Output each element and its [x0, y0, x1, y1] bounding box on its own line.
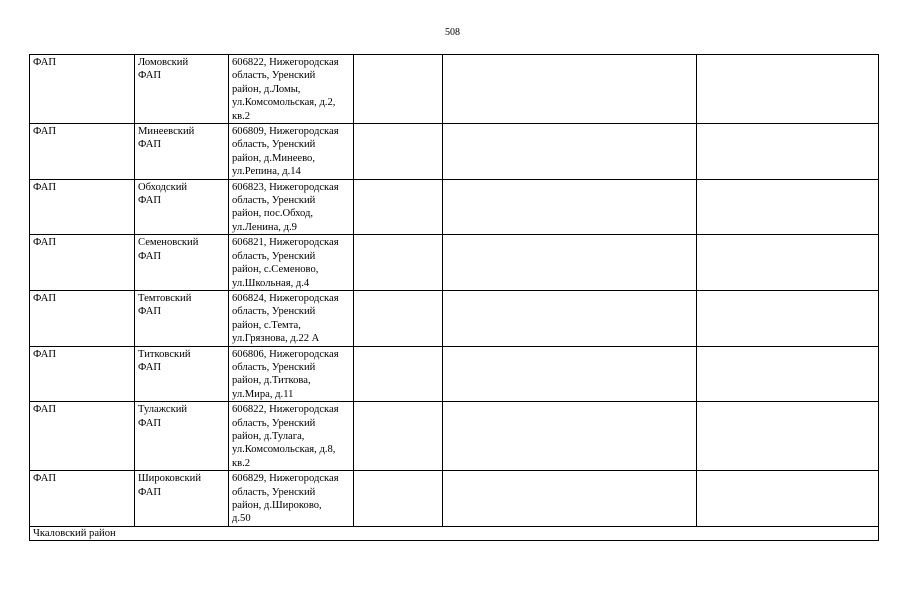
table-row [30, 55, 879, 124]
table-row [30, 402, 879, 471]
empty-cell [697, 346, 879, 402]
facility-address-cell: 606809, Нижегородская область, Уренский район, д.Минеево, ул.Репина, д.14 [229, 124, 354, 180]
empty-cell [697, 179, 879, 235]
facility-address-cell: 606822, Нижегородская область, Уренский район, д.Тулага, ул.Комсомольская, д.8, кв.2 [229, 402, 354, 471]
facility-type-cell: ФАП [30, 235, 135, 291]
empty-cell [354, 235, 443, 291]
empty-cell [443, 235, 697, 291]
facility-type-cell: ФАП [30, 55, 135, 124]
empty-cell [354, 124, 443, 180]
empty-cell [354, 346, 443, 402]
table-row [30, 124, 879, 180]
facility-name-cell: Ломовский ФАП [135, 55, 229, 124]
facility-name-cell: Обходский ФАП [135, 179, 229, 235]
section-row [30, 526, 879, 540]
facility-type-cell: ФАП [30, 346, 135, 402]
facility-address-cell: 606806, Нижегородская область, Уренский район, д.Титкова, ул.Мира, д.11 [229, 346, 354, 402]
empty-cell [443, 55, 697, 124]
facility-name-cell: Семеновский ФАП [135, 235, 229, 291]
table-row [30, 290, 879, 346]
facility-name-cell: Тулажский ФАП [135, 402, 229, 471]
empty-cell [354, 471, 443, 527]
empty-cell [443, 346, 697, 402]
empty-cell [697, 55, 879, 124]
table-row [30, 235, 879, 291]
facility-type-cell: ФАП [30, 290, 135, 346]
empty-cell [697, 235, 879, 291]
empty-cell [354, 179, 443, 235]
facility-name-cell: Минеевский ФАП [135, 124, 229, 180]
section-heading-cell [30, 526, 879, 540]
empty-cell [443, 290, 697, 346]
empty-cell [697, 290, 879, 346]
facility-name-cell: Темтовский ФАП [135, 290, 229, 346]
facility-address-cell: 606822, Нижегородская область, Уренский район, д.Ломы, ул.Комсомольская, д.2, кв.2 [229, 55, 354, 124]
facility-name-cell: Широковский ФАП [135, 471, 229, 527]
facility-address-cell: 606829, Нижегородская область, Уренский район, д.Широково, д.50 [229, 471, 354, 527]
facility-address-cell: 606821, Нижегородская область, Уренский район, с.Семеново, ул.Школьная, д.4 [229, 235, 354, 291]
empty-cell [354, 290, 443, 346]
empty-cell [354, 402, 443, 471]
empty-cell [443, 179, 697, 235]
page-number: 508 [445, 27, 460, 38]
empty-cell [697, 471, 879, 527]
facility-name-cell: Титковский ФАП [135, 346, 229, 402]
facility-type-cell: ФАП [30, 179, 135, 235]
table-row [30, 471, 879, 527]
empty-cell [697, 402, 879, 471]
facility-type-cell: ФАП [30, 402, 135, 471]
facility-address-cell: 606823, Нижегородская область, Уренский район, пос.Обход, ул.Ленина, д.9 [229, 179, 354, 235]
section-heading: Чкаловский район [33, 527, 116, 539]
empty-cell [443, 402, 697, 471]
table-row [30, 179, 879, 235]
empty-cell [443, 471, 697, 527]
empty-cell [354, 55, 443, 124]
empty-cell [697, 124, 879, 180]
empty-cell [443, 124, 697, 180]
table-row [30, 346, 879, 402]
facility-address-cell: 606824, Нижегородская область, Уренский район, с.Темта, ул.Грязнова, д.22 А [229, 290, 354, 346]
facility-type-cell: ФАП [30, 471, 135, 527]
table-body [30, 55, 879, 541]
medical-facilities-table [29, 54, 879, 541]
facility-type-cell: ФАП [30, 124, 135, 180]
